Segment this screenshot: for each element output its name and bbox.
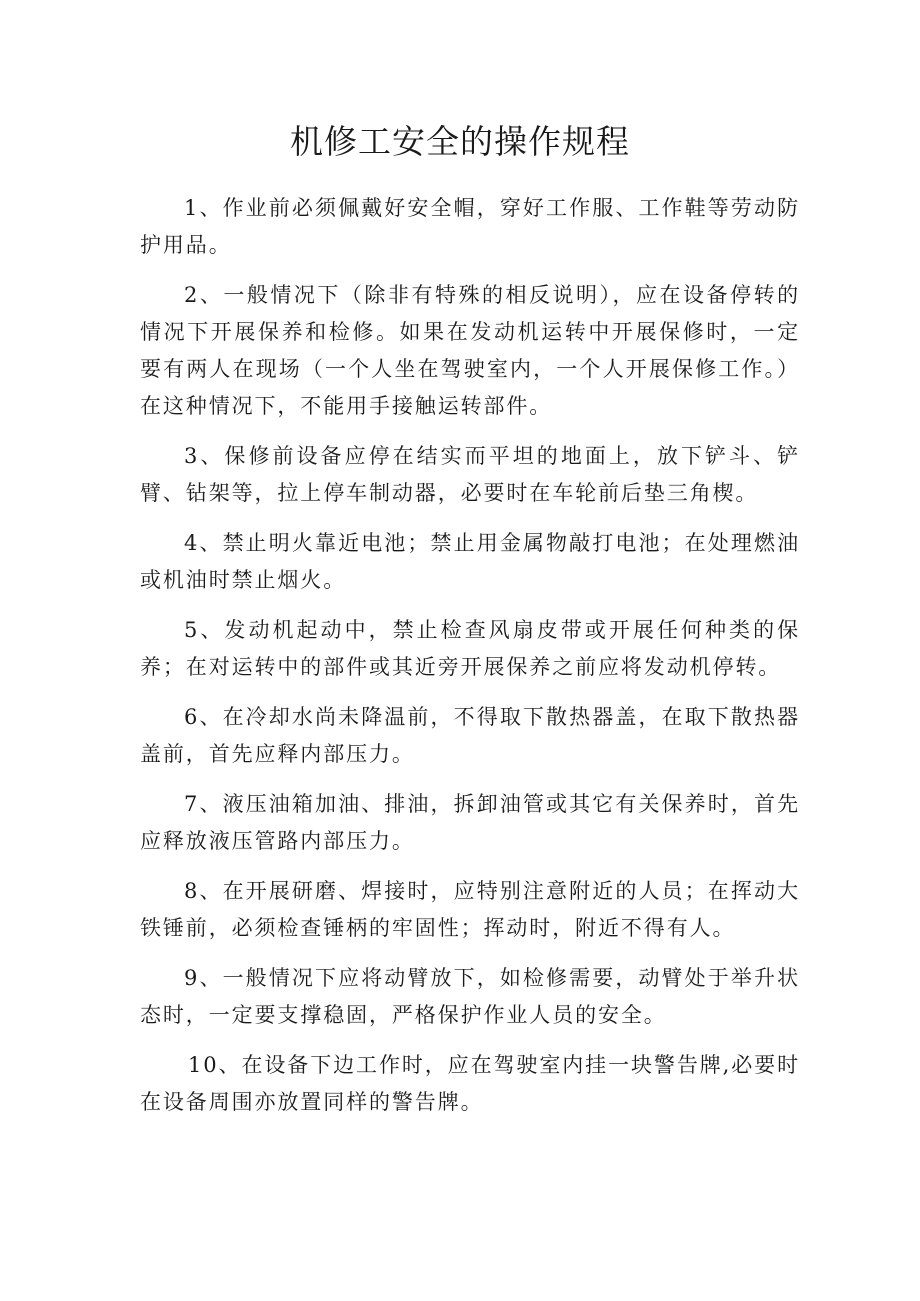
paragraph-4: 4、禁止明火靠近电池；禁止用金属物敲打电池；在处理燃油或机油时禁止烟火。 [140,531,800,592]
document-title: 机修工安全的操作规程 [290,122,630,161]
document-body [140,190,800,1134]
paragraph-10: 10、在设备下边工作时，应在驾驶室内挂一块警告牌,必要时在设备周围亦放置同样的警告牌。 [140,1053,800,1114]
paragraph-5: 5、发动机起动中，禁止检查风扇皮带或开展任何种类的保养；在对运转中的部件或其近旁开展保养之前应将发动机停转。 [140,618,800,679]
paragraph-6: 6、在冷却水尚未降温前，不得取下散热器盖，在取下散热器盖前，首先应释内部压力。 [140,705,800,766]
paragraph-2: 2、一般情况下（除非有特殊的相反说明），应在设备停转的情况下开展保养和检修。如果在发动机运转中开展保修时，一定要有两人在现场（一个人坐在驾驶室内，一个人开展保修工作。）在这种情况下，不能用手接触运转部件。 [140,283,800,418]
paragraph-3: 3、保修前设备应停在结实而平坦的地面上，放下铲斗、铲臂、钻架等，拉上停车制动器，必要时在车轮前后垫三角楔。 [140,444,800,505]
paragraph-1: 1、作业前必须佩戴好安全帽，穿好工作服、工作鞋等劳动防护用品。 [140,196,800,257]
paragraph-8: 8、在开展研磨、焊接时，应特别注意附近的人员；在挥动大铁锤前，必须检查锤柄的牢固性；挥动时，附近不得有人。 [140,879,800,940]
paragraph-9: 9、一般情况下应将动臂放下，如检修需要，动臂处于举升状态时，一定要支撑稳固，严格保护作业人员的安全。 [140,966,800,1027]
paragraph-7: 7、液压油箱加油、排油，拆卸油管或其它有关保养时，首先应释放液压管路内部压力。 [140,792,800,853]
